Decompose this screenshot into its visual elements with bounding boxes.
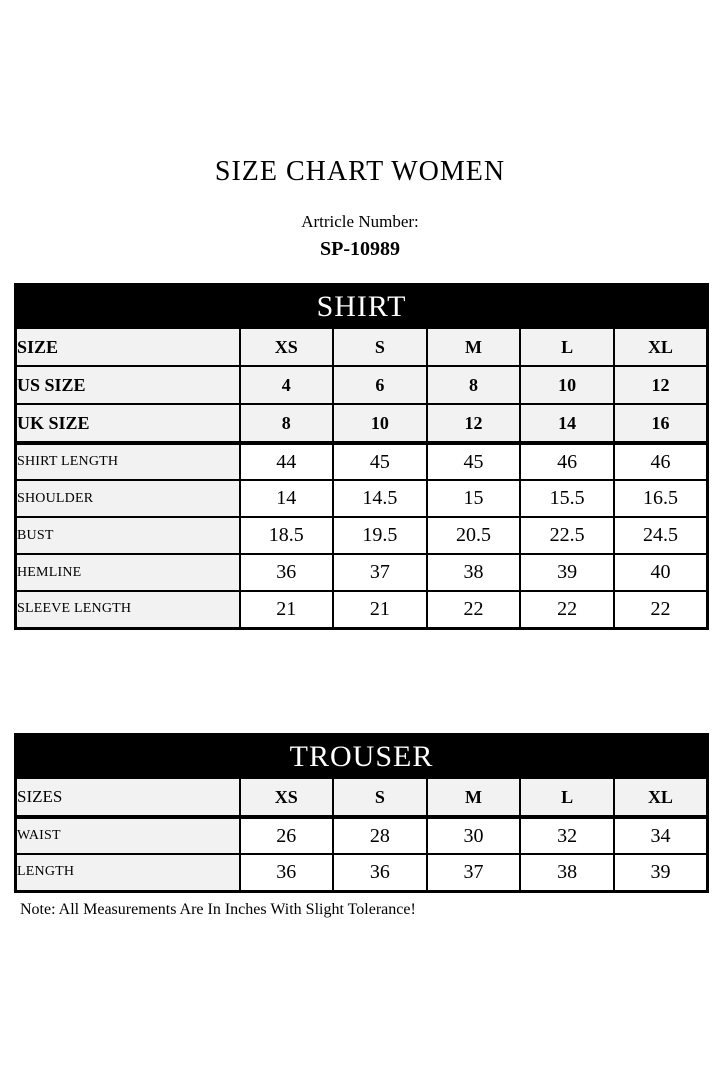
trouser-table-section	[14, 733, 706, 893]
size-cell: L	[520, 778, 614, 817]
value-cell: 16.5	[614, 480, 708, 517]
row-label-cell: US SIZE	[16, 366, 240, 404]
size-cell: XS	[240, 328, 334, 366]
value-cell: 39	[614, 854, 708, 891]
size-cell: 16	[614, 404, 708, 443]
row-label-cell: UK SIZE	[16, 404, 240, 443]
value-cell: 34	[614, 817, 708, 854]
us-size-row	[16, 366, 708, 404]
shirt-table-section	[14, 283, 706, 630]
size-cell: L	[520, 328, 614, 366]
value-cell: 36	[240, 854, 334, 891]
value-cell: 38	[427, 554, 521, 591]
value-cell: 45	[333, 443, 427, 480]
value-cell: 24.5	[614, 517, 708, 554]
size-cell: XL	[614, 328, 708, 366]
size-cell: 14	[520, 404, 614, 443]
value-cell: 46	[614, 443, 708, 480]
value-cell: 37	[333, 554, 427, 591]
article-number-label: Artricle Number:	[301, 212, 419, 231]
row-label-cell: SHOULDER	[16, 480, 240, 517]
size-cell: M	[427, 328, 521, 366]
size-cell: M	[427, 778, 521, 817]
value-cell: 37	[427, 854, 521, 891]
row-label-cell: SIZE	[16, 328, 240, 366]
trouser-table-title: TROUSER	[16, 735, 708, 779]
value-cell: 45	[427, 443, 521, 480]
page-title: SIZE CHART WOMEN	[214, 156, 506, 187]
row-label-cell: SIZES	[16, 778, 240, 817]
value-cell: 38	[520, 854, 614, 891]
row-label-cell: LENGTH	[16, 854, 240, 891]
length-row	[16, 854, 708, 891]
value-cell: 39	[520, 554, 614, 591]
value-cell: 14	[240, 480, 334, 517]
size-cell: XS	[240, 778, 334, 817]
sizes-header-row	[16, 778, 708, 817]
value-cell: 15.5	[520, 480, 614, 517]
value-cell: 14.5	[333, 480, 427, 517]
sleeve-length-row	[16, 591, 708, 628]
size-cell: 10	[520, 366, 614, 404]
value-cell: 36	[240, 554, 334, 591]
size-cell: 8	[240, 404, 334, 443]
value-cell: 19.5	[333, 517, 427, 554]
size-cell: S	[333, 778, 427, 817]
size-cell: S	[333, 328, 427, 366]
size-cell: 12	[614, 366, 708, 404]
article-number-value: SP-10989	[320, 238, 400, 260]
value-cell: 36	[333, 854, 427, 891]
shoulder-row	[16, 480, 708, 517]
value-cell: 20.5	[427, 517, 521, 554]
hemline-row	[16, 554, 708, 591]
size-cell: 8	[427, 366, 521, 404]
value-cell: 22	[427, 591, 521, 628]
row-label-cell: WAIST	[16, 817, 240, 854]
shirt-table	[14, 283, 709, 630]
size-header-row	[16, 328, 708, 366]
trouser-table-title-row	[16, 735, 708, 779]
value-cell: 30	[427, 817, 521, 854]
row-label-cell: BUST	[16, 517, 240, 554]
value-cell: 21	[333, 591, 427, 628]
value-cell: 32	[520, 817, 614, 854]
bust-row	[16, 517, 708, 554]
value-cell: 26	[240, 817, 334, 854]
trouser-table	[14, 733, 709, 893]
value-cell: 28	[333, 817, 427, 854]
size-cell: 12	[427, 404, 521, 443]
shirt-table-title-row	[16, 285, 708, 329]
size-cell: XL	[614, 778, 708, 817]
uk-size-row	[16, 404, 708, 443]
size-cell: 6	[333, 366, 427, 404]
measurements-note: Note: All Measurements Are In Inches With Slight Tolerance!	[20, 901, 416, 918]
waist-row	[16, 817, 708, 854]
size-cell: 10	[333, 404, 427, 443]
value-cell: 22.5	[520, 517, 614, 554]
value-cell: 15	[427, 480, 521, 517]
value-cell: 46	[520, 443, 614, 480]
value-cell: 22	[614, 591, 708, 628]
value-cell: 40	[614, 554, 708, 591]
shirt-table-title: SHIRT	[16, 285, 708, 329]
size-cell: 4	[240, 366, 334, 404]
value-cell: 18.5	[240, 517, 334, 554]
row-label-cell: SHIRT LENGTH	[16, 443, 240, 480]
row-label-cell: SLEEVE LENGTH	[16, 591, 240, 628]
value-cell: 21	[240, 591, 334, 628]
value-cell: 22	[520, 591, 614, 628]
value-cell: 44	[240, 443, 334, 480]
row-label-cell: HEMLINE	[16, 554, 240, 591]
shirt-length-row	[16, 443, 708, 480]
